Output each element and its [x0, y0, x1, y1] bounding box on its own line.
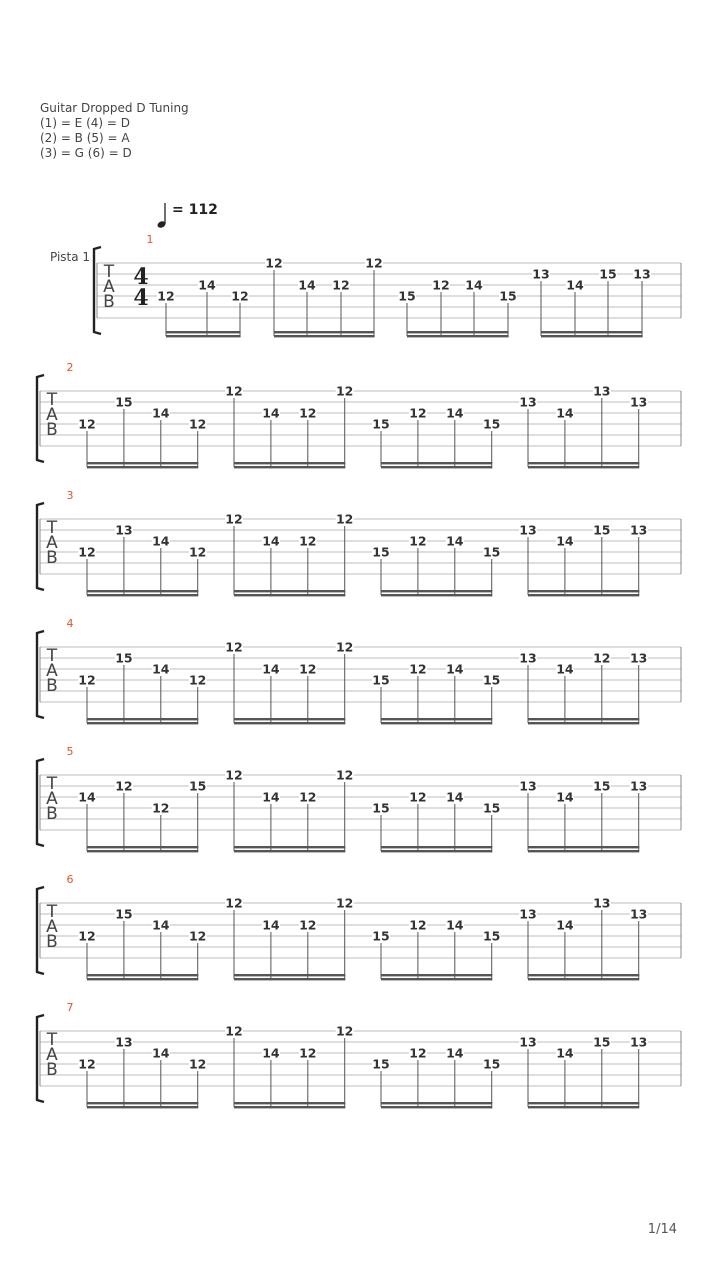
measure-number: 5	[66, 745, 74, 758]
tab-clef-letter: T	[46, 646, 58, 666]
fret-number: 13	[593, 383, 611, 399]
tab-clef-letter: B	[46, 804, 58, 824]
beam-secondary	[87, 466, 198, 468]
fret-number: 12	[299, 1045, 317, 1061]
fret-number: 12	[409, 917, 427, 933]
fret-number: 12	[409, 533, 427, 549]
fret-number: 12	[335, 895, 354, 911]
fret-number: 12	[188, 1056, 207, 1072]
beam-primary	[407, 331, 509, 333]
fret-number: 12	[593, 650, 611, 666]
tab-clef-letter: A	[46, 405, 58, 425]
fret-number: 14	[446, 1045, 464, 1061]
tab-clef-letter: B	[46, 932, 58, 952]
fret-number: 14	[78, 789, 96, 805]
beam-secondary	[234, 978, 345, 980]
time-signature-denominator: 4	[133, 285, 149, 311]
fret-number: 13	[519, 394, 537, 410]
fret-number: 12	[409, 789, 427, 805]
fret-number: 15	[499, 288, 517, 304]
fret-number: 15	[372, 1056, 390, 1072]
beam-primary	[87, 590, 198, 592]
measure-number: 4	[66, 617, 74, 630]
fret-number: 13	[629, 778, 648, 794]
fret-number: 15	[482, 544, 501, 560]
beam-primary	[87, 1102, 198, 1104]
fret-number: 14	[566, 277, 584, 293]
beam-primary	[528, 462, 639, 464]
fret-number: 12	[231, 288, 249, 304]
beam-secondary	[234, 722, 345, 724]
time-signature-numerator: 4	[133, 264, 149, 290]
fret-number: 12	[335, 639, 354, 655]
beam-secondary	[407, 335, 509, 337]
fret-number: 12	[225, 1023, 243, 1039]
beam-secondary	[528, 1106, 639, 1108]
measure-number: 7	[66, 1001, 74, 1014]
beam-primary	[541, 331, 643, 333]
beam-primary	[87, 974, 198, 976]
fret-number: 12	[78, 544, 96, 560]
fret-number: 15	[482, 672, 501, 688]
beam-secondary	[381, 466, 492, 468]
tab-clef-letter: B	[103, 292, 115, 312]
beam-secondary	[528, 978, 639, 980]
fret-number: 12	[409, 405, 427, 421]
beam-primary	[381, 846, 492, 848]
fret-number: 13	[633, 266, 651, 282]
fret-number: 12	[188, 672, 207, 688]
fret-number: 13	[532, 266, 550, 282]
fret-number: 13	[519, 778, 537, 794]
measure-number: 3	[66, 489, 74, 502]
tab-clef-letter: B	[46, 420, 58, 440]
fret-number: 15	[115, 906, 133, 922]
fret-number: 15	[372, 672, 390, 688]
fret-number: 13	[519, 522, 537, 538]
fret-number: 14	[446, 789, 464, 805]
tab-clef-letter: T	[46, 518, 58, 538]
beam-primary	[234, 718, 345, 720]
fret-number: 12	[409, 661, 427, 677]
fret-number: 14	[446, 661, 464, 677]
fret-number: 13	[629, 394, 648, 410]
measure-number: 1	[146, 233, 154, 246]
measure-number: 6	[66, 873, 74, 886]
fret-number: 15	[372, 800, 390, 816]
fret-number: 12	[78, 928, 96, 944]
fret-number: 12	[365, 255, 383, 271]
beam-secondary	[528, 594, 639, 596]
beam-primary	[381, 462, 492, 464]
fret-number: 12	[225, 383, 243, 399]
beam-secondary	[541, 335, 643, 337]
tab-clef-letter: A	[46, 661, 58, 681]
tab-clef-letter: A	[46, 789, 58, 809]
fret-number: 13	[115, 1034, 133, 1050]
beam-primary	[274, 331, 375, 333]
beam-secondary	[234, 1106, 345, 1108]
beam-primary	[528, 1102, 639, 1104]
tuning-line: (3) = G (6) = D	[40, 146, 132, 160]
beam-primary	[234, 974, 345, 976]
fret-number: 12	[188, 928, 207, 944]
fret-number: 14	[152, 533, 170, 549]
fret-number: 14	[446, 917, 464, 933]
fret-number: 12	[265, 255, 283, 271]
fret-number: 12	[335, 1023, 354, 1039]
tuning-line: (2) = B (5) = A	[40, 131, 130, 145]
tab-clef-letter: A	[46, 917, 58, 937]
fret-number: 12	[299, 533, 317, 549]
fret-number: 14	[465, 277, 483, 293]
beam-primary	[87, 718, 198, 720]
fret-number: 15	[482, 416, 501, 432]
beam-secondary	[166, 335, 241, 337]
fret-number: 14	[556, 789, 574, 805]
beam-secondary	[381, 594, 492, 596]
fret-number: 13	[519, 906, 537, 922]
fret-number: 13	[629, 650, 648, 666]
beam-primary	[381, 718, 492, 720]
beam-primary	[166, 331, 241, 333]
fret-number: 15	[482, 800, 501, 816]
fret-number: 15	[482, 1056, 501, 1072]
beam-primary	[234, 590, 345, 592]
beam-secondary	[234, 850, 345, 852]
beam-secondary	[381, 850, 492, 852]
fret-number: 12	[225, 895, 243, 911]
beam-primary	[381, 590, 492, 592]
fret-number: 13	[629, 906, 648, 922]
beam-secondary	[528, 850, 639, 852]
tab-clef-letter: T	[103, 262, 115, 282]
fret-number: 12	[188, 416, 207, 432]
fret-number: 13	[519, 1034, 537, 1050]
fret-number: 15	[372, 544, 390, 560]
beam-primary	[234, 846, 345, 848]
fret-number: 13	[593, 895, 611, 911]
fret-number: 14	[152, 405, 170, 421]
beam-secondary	[234, 594, 345, 596]
fret-number: 14	[262, 661, 280, 677]
beam-primary	[87, 846, 198, 848]
fret-number: 15	[188, 778, 207, 794]
fret-number: 14	[446, 405, 464, 421]
fret-number: 13	[115, 522, 133, 538]
beam-secondary	[87, 1106, 198, 1108]
fret-number: 12	[299, 661, 317, 677]
fret-number: 14	[556, 917, 574, 933]
fret-number: 15	[115, 650, 133, 666]
beam-secondary	[87, 850, 198, 852]
tab-clef-letter: T	[46, 1030, 58, 1050]
fret-number: 14	[262, 789, 280, 805]
fret-number: 15	[482, 928, 501, 944]
tab-clef-letter: A	[103, 277, 115, 297]
fret-number: 13	[629, 522, 648, 538]
beam-secondary	[87, 978, 198, 980]
fret-number: 12	[432, 277, 450, 293]
fret-number: 14	[152, 661, 170, 677]
beam-primary	[528, 974, 639, 976]
beam-primary	[381, 1102, 492, 1104]
tab-clef-letter: T	[46, 902, 58, 922]
page-number: 1/14	[647, 1222, 677, 1237]
fret-number: 12	[225, 767, 243, 783]
tab-clef-letter: B	[46, 548, 58, 568]
fret-number: 13	[629, 1034, 648, 1050]
beam-secondary	[381, 722, 492, 724]
fret-number: 14	[262, 533, 280, 549]
fret-number: 12	[225, 511, 243, 527]
fret-number: 14	[198, 277, 216, 293]
fret-number: 15	[593, 1034, 611, 1050]
fret-number: 15	[398, 288, 416, 304]
beam-secondary	[87, 722, 198, 724]
fret-number: 12	[335, 511, 354, 527]
fret-number: 12	[299, 917, 317, 933]
fret-number: 12	[332, 277, 350, 293]
beam-primary	[234, 1102, 345, 1104]
tab-clef-letter: T	[46, 774, 58, 794]
fret-number: 12	[78, 672, 96, 688]
fret-number: 15	[593, 522, 611, 538]
tab-clef-letter: A	[46, 1045, 58, 1065]
fret-number: 12	[78, 1056, 96, 1072]
beam-secondary	[274, 335, 375, 337]
fret-number: 15	[115, 394, 133, 410]
fret-number: 12	[335, 383, 354, 399]
fret-number: 15	[372, 416, 390, 432]
fret-number: 14	[556, 533, 574, 549]
measure-number: 2	[66, 361, 74, 374]
beam-secondary	[234, 466, 345, 468]
fret-number: 12	[115, 778, 133, 794]
tab-clef-letter: B	[46, 1060, 58, 1080]
fret-number: 12	[225, 639, 243, 655]
fret-number: 12	[335, 767, 354, 783]
beam-secondary	[87, 594, 198, 596]
fret-number: 12	[299, 405, 317, 421]
fret-number: 14	[556, 661, 574, 677]
beam-primary	[528, 590, 639, 592]
fret-number: 14	[298, 277, 316, 293]
fret-number: 12	[409, 1045, 427, 1061]
fret-number: 15	[599, 266, 617, 282]
fret-number: 14	[262, 1045, 280, 1061]
tab-clef-letter: B	[46, 676, 58, 696]
fret-number: 14	[262, 917, 280, 933]
fret-number: 12	[78, 416, 96, 432]
fret-number: 14	[152, 917, 170, 933]
beam-secondary	[381, 978, 492, 980]
fret-number: 14	[446, 533, 464, 549]
fret-number: 13	[519, 650, 537, 666]
fret-number: 14	[556, 405, 574, 421]
tuning-line: (1) = E (4) = D	[40, 116, 130, 130]
fret-number: 14	[556, 1045, 574, 1061]
fret-number: 12	[152, 800, 170, 816]
beam-secondary	[381, 1106, 492, 1108]
beam-primary	[234, 462, 345, 464]
fret-number: 15	[593, 778, 611, 794]
tempo-value: = 112	[172, 202, 218, 218]
beam-primary	[87, 462, 198, 464]
beam-primary	[528, 846, 639, 848]
beam-primary	[381, 974, 492, 976]
fret-number: 15	[372, 928, 390, 944]
track-name: Pista 1	[50, 250, 91, 264]
score-title: Guitar Dropped D Tuning	[40, 101, 189, 115]
fret-number: 14	[152, 1045, 170, 1061]
fret-number: 12	[188, 544, 207, 560]
fret-number: 12	[157, 288, 175, 304]
fret-number: 12	[299, 789, 317, 805]
fret-number: 14	[262, 405, 280, 421]
tab-clef-letter: A	[46, 533, 58, 553]
beam-secondary	[528, 722, 639, 724]
beam-secondary	[528, 466, 639, 468]
tab-clef-letter: T	[46, 390, 58, 410]
beam-primary	[528, 718, 639, 720]
